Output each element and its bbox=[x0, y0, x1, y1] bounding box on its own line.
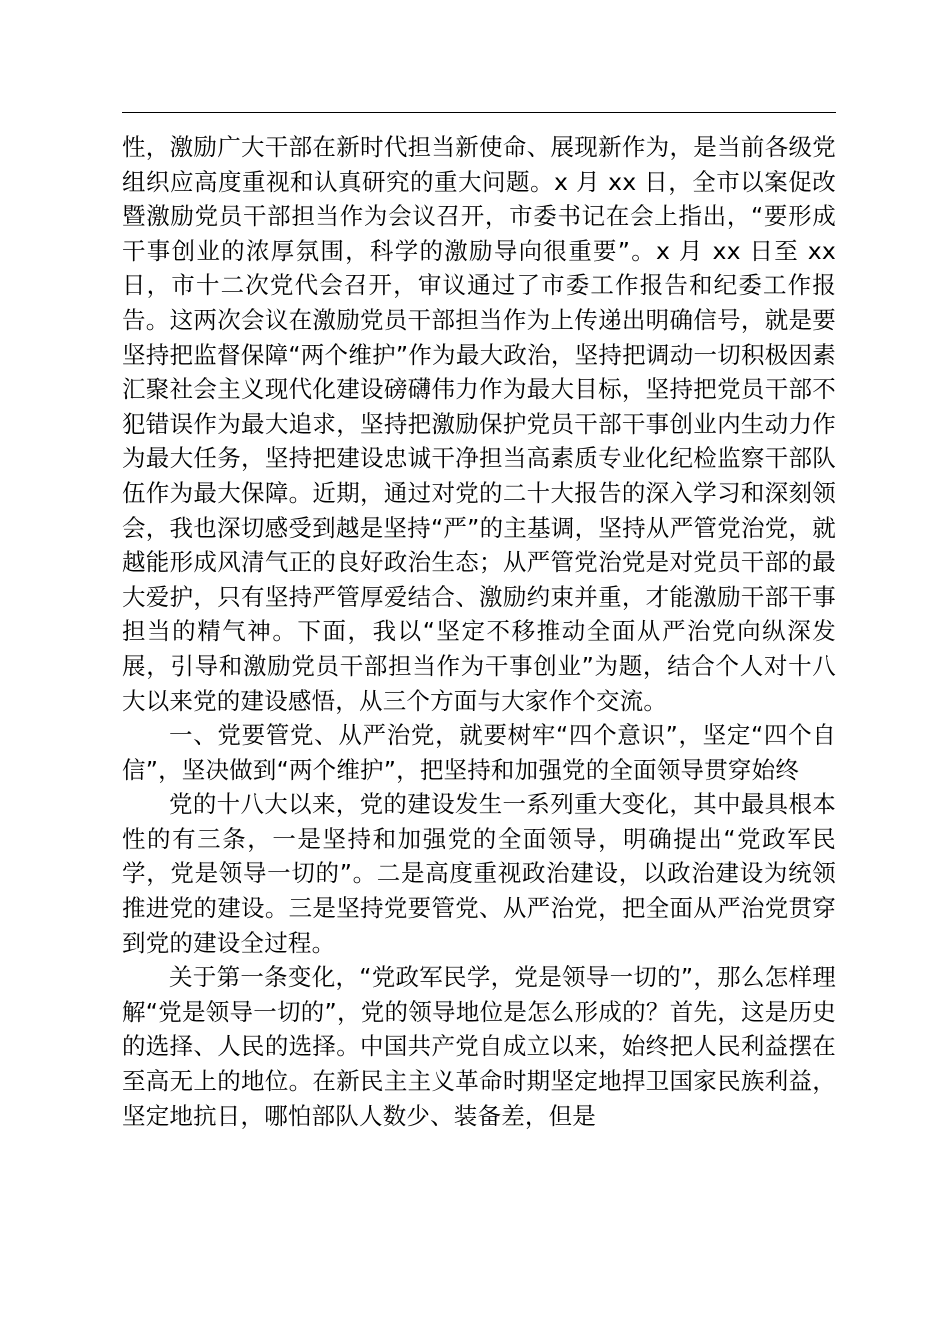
document-body bbox=[122, 130, 836, 1133]
paragraph-party-building-changes: 党的十八大以来，党的建设发生一系列重大变化，其中最具根本性的有三条，一是坚持和加强党的全面领导，明确提出“党政军民学，党是领导一切的”。二是高度重视政治建设，以政治建设为统领推进党的建设。三是坚持党要管党、从严治党，把全面从严治党贯穿到党的建设全过程。 bbox=[122, 790, 836, 957]
paragraph-continuation: 性，激励广大干部在新时代担当新使命、展现新作为，是当前各级党组织应高度重视和认真研究的重大问题。x 月 xx 日，全市以案促改暨激励党员干部担当作为会议召开，市委书记在会上指出，“要形成干事创业的浓厚氛围，科学的激励导向很重要”。x 月 xx 日至 xx 日，市十二次党代会召开，审议通过了市委工作报告和纪委工作报告。这两次会议在激励党员干部担当作为上传递出明确信号，就是要坚持把监督保障“两个维护”作为最大政治，坚持把调动一切积极因素汇聚社会主义现代化建设磅礴伟力作为最大目标，坚持把党员干部不犯错误作为最大追求，坚持把激励保护党员干部干事创业内生动力作为最大任务，坚持把建设忠诚干净担当高素质专业化纪检监察干部队伍作为最大保障。近期，通过对党的二十大报告的深入学习和深刻领会，我也深切感受到越是坚持“严”的主基调，坚持从严管党治党，就越能形成风清气正的良好政治生态；从严管党治党是对党员干部的最大爱护，只有坚持严管厚爱结合、激励约束并重，才能激励干部干事担当的精气神。下面，我以“坚定不移推动全面从严治党向纵深发展，引导和激励党员干部担当作为干事创业”为题，结合个人对十八大以来党的建设感悟，从三个方面与大家作个交流。 bbox=[122, 133, 836, 715]
paragraph-first-change: 关于第一条变化，“党政军民学，党是领导一切的”，那么怎样理解“党是领导一切的”，党的领导地位是怎么形成的？首先，这是历史的选择、人民的选择。中国共产党自成立以来，始终把人民利益摆在至高无上的地位。在新民主主义革命时期坚定地捍卫国家民族利益，坚定地抗日，哪怕部队人数少、装备差，但是 bbox=[122, 963, 836, 1130]
header-rule bbox=[122, 112, 836, 113]
section-heading-one: 一、党要管党、从严治党，就要树牢“四个意识”，坚定“四个自信”，坚决做到“两个维护”，把坚持和加强党的全面领导贯穿始终 bbox=[122, 721, 836, 784]
